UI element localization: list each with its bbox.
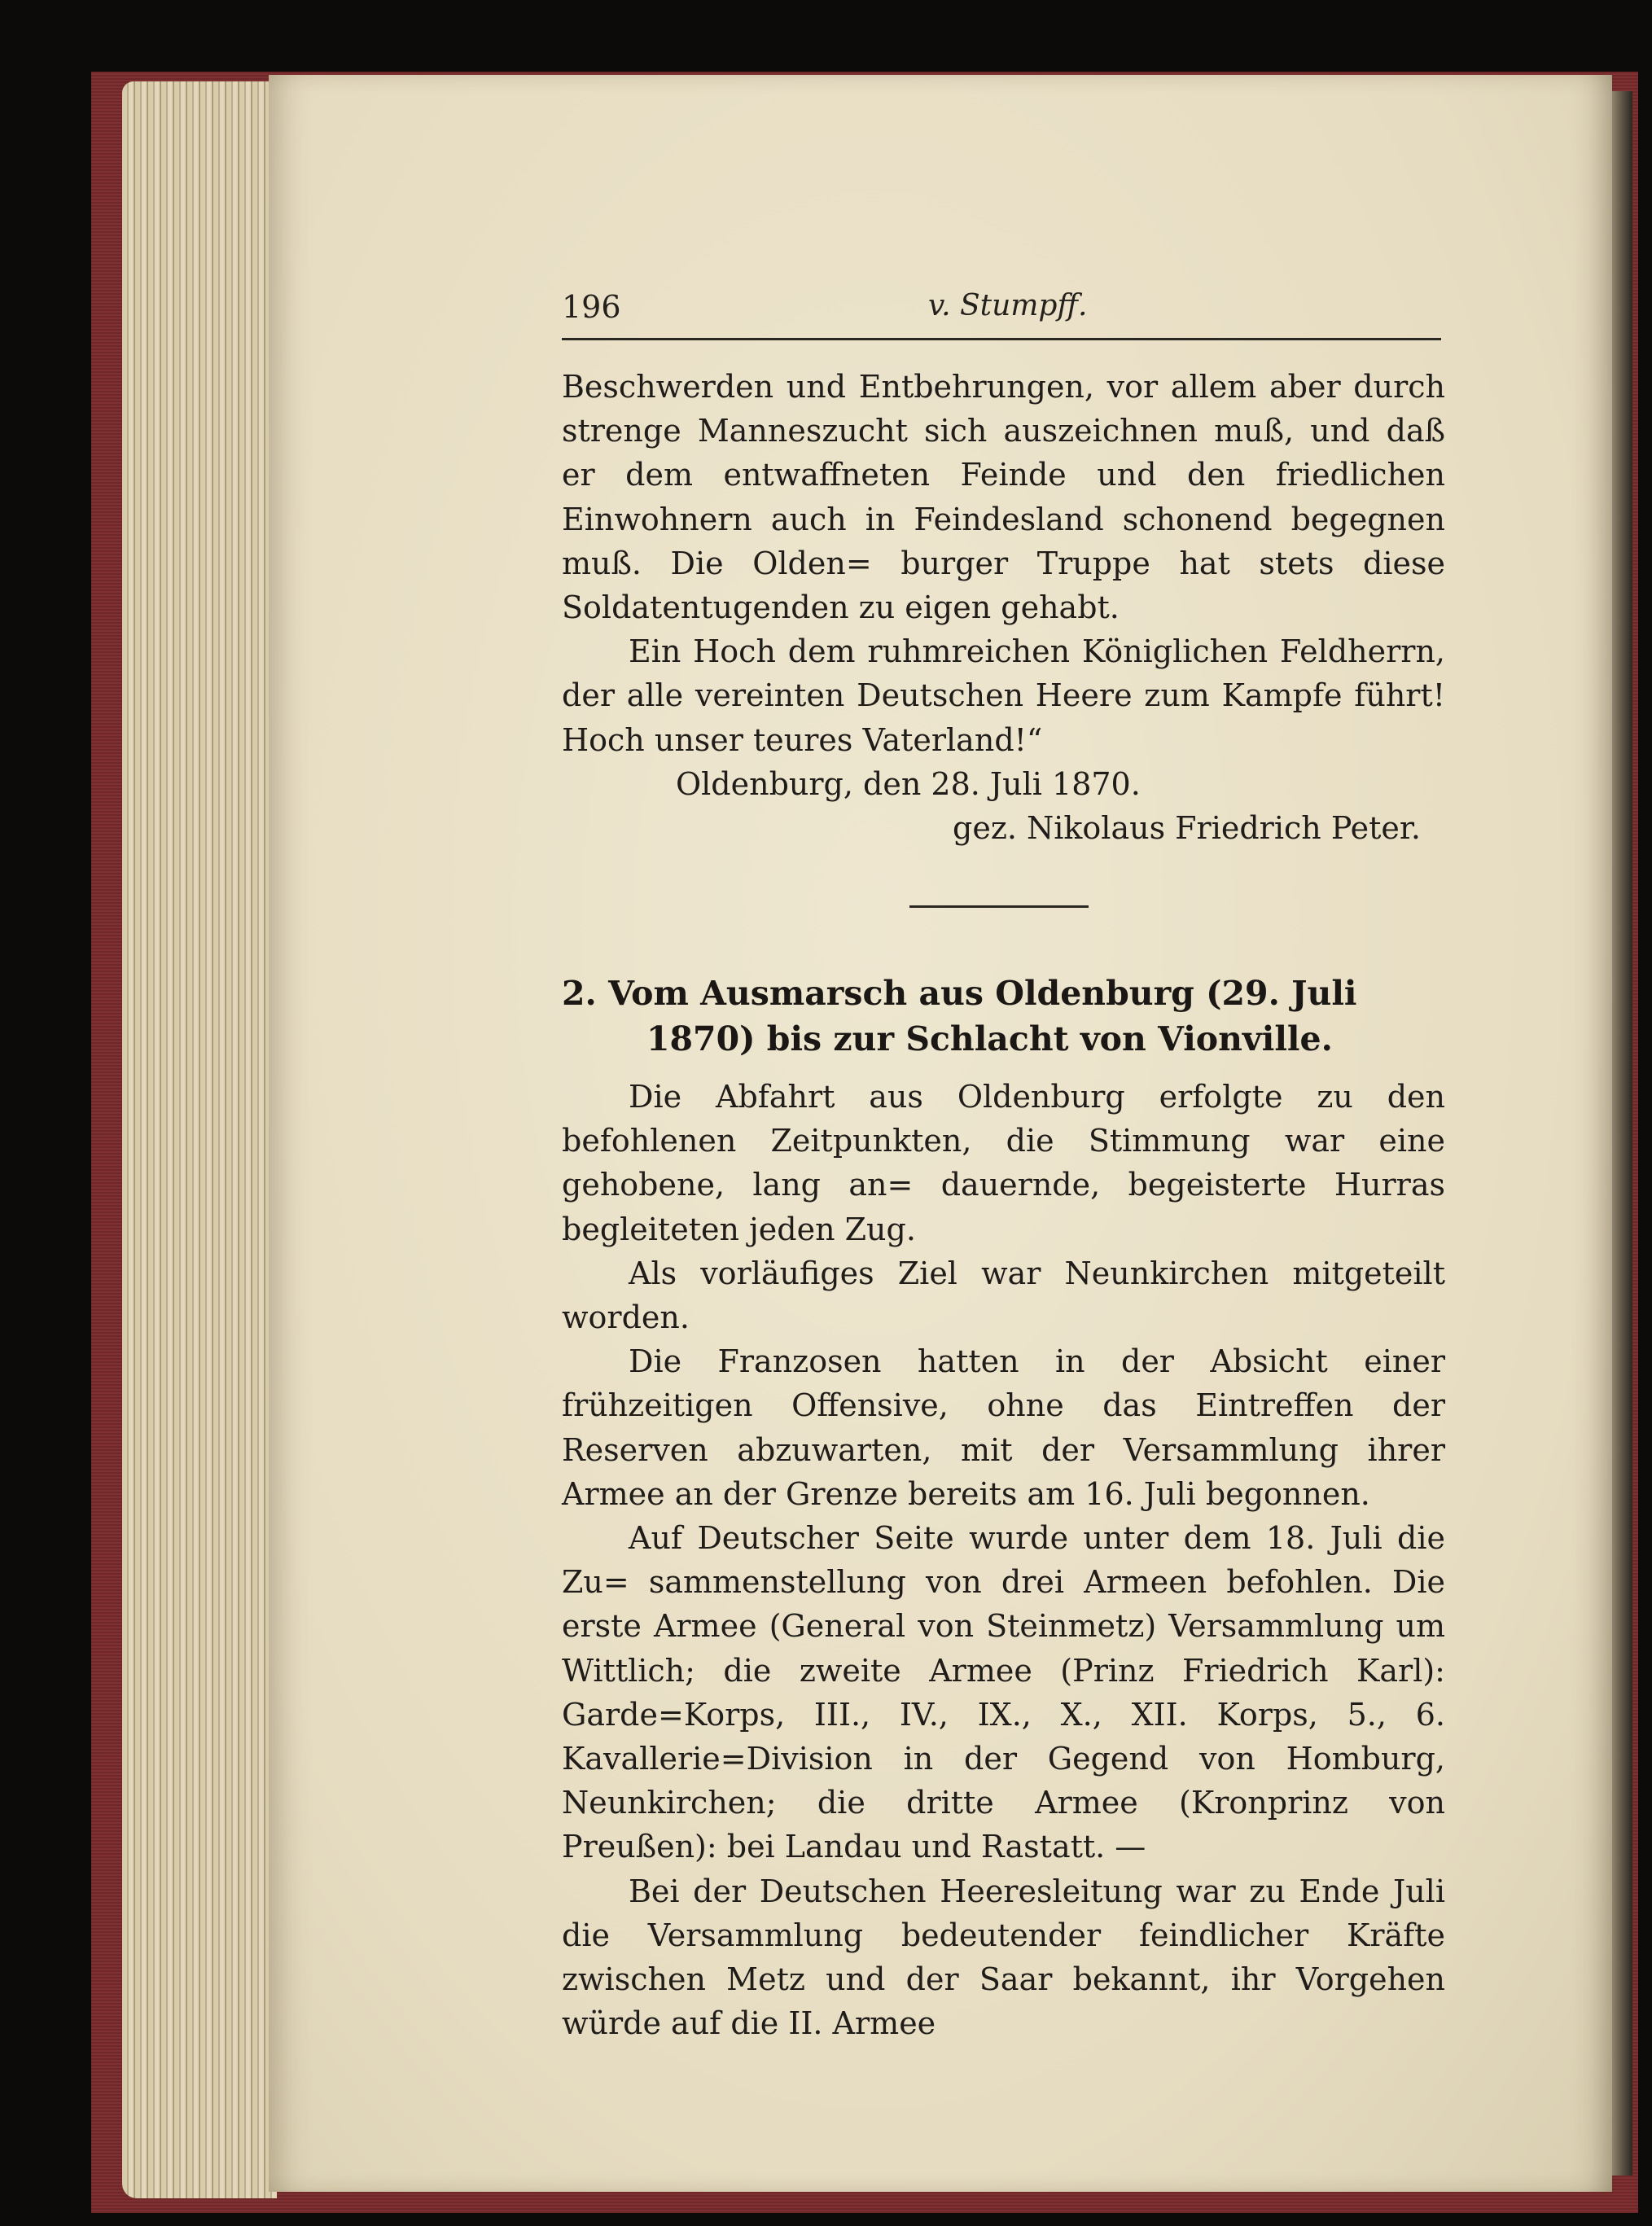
paragraph: Als vorläufiges Ziel war Neunkirchen mitgeteilt worden. xyxy=(562,1255,1445,1336)
page-edges xyxy=(122,81,277,2198)
paragraph: Bei der Deutschen Heeresleitung war zu Ende Juli die Versammlung bedeutender feindlicher Kräfte zwischen Metz und der Saar bekannt, ihr Vorgehen würde auf die II. Armee xyxy=(562,1873,1445,2042)
section-heading-line2: 1870) bis zur Schlacht von Vionville. xyxy=(646,1019,1333,1058)
running-head-author: v. Stumpff. xyxy=(928,289,1088,322)
section-heading-line1: 2. Vom Ausmarsch aus Oldenburg (29. Juli xyxy=(562,974,1357,1013)
section-heading xyxy=(562,971,1445,1062)
paragraph: Ein Hoch dem ruhmreichen Königlichen Feldherrn, der alle vereinten Deutschen Heere zum Kampfe führt! Hoch unser teures Vaterland!“ xyxy=(562,633,1445,758)
body-text-block xyxy=(562,1075,1445,2045)
running-head xyxy=(562,289,1441,340)
signature-line: gez. Nikolaus Friedrich Peter. xyxy=(953,810,1421,847)
paragraph: Auf Deutscher Seite wurde unter dem 18. Juli die Zu= sammenstellung von drei Armeen befohlen. Die erste Armee (General von Steinmetz) Versammlung um Wittlich; die zweite Armee (Prinz Friedrich Karl): Garde=Korps, III., IV., IX., X., XII. Korps, 5., 6. Kavallerie=Division in der Gegend von Homburg, Neunkirchen; die dritte Armee (Kronprinz von Preußen): bei Landau und Rastatt. — xyxy=(562,1520,1445,1865)
paragraph: Beschwerden und Entbehrungen, vor allem aber durch strenge Manneszucht sich auszeichnen muß, und daß er dem entwaffneten Feinde und den friedlichen Einwohnern auch in Feindesland schonend begegnen muß. Die Olden= burger Truppe hat stets diese Soldatentugenden zu eigen gehabt. xyxy=(562,369,1445,626)
paragraph: Die Abfahrt aus Oldenburg erfolgte zu den befohlenen Zeitpunkten, die Stimmung war eine gehobene, lang an= dauernde, begeisterte Hurras begleiteten jeden Zug. xyxy=(562,1079,1445,1247)
top-text-block xyxy=(562,365,1445,850)
section-divider xyxy=(909,905,1089,908)
paragraph: Die Franzosen hatten in der Absicht einer frühzeitigen Offensive, ohne das Eintreffen der Reserven abzuwarten, mit der Versammlung ihrer Armee an der Grenze bereits am 16. Juli begonnen. xyxy=(562,1343,1445,1512)
page-number: 196 xyxy=(562,289,621,325)
closing-place-date: Oldenburg, den 28. Juli 1870. xyxy=(676,765,1141,802)
